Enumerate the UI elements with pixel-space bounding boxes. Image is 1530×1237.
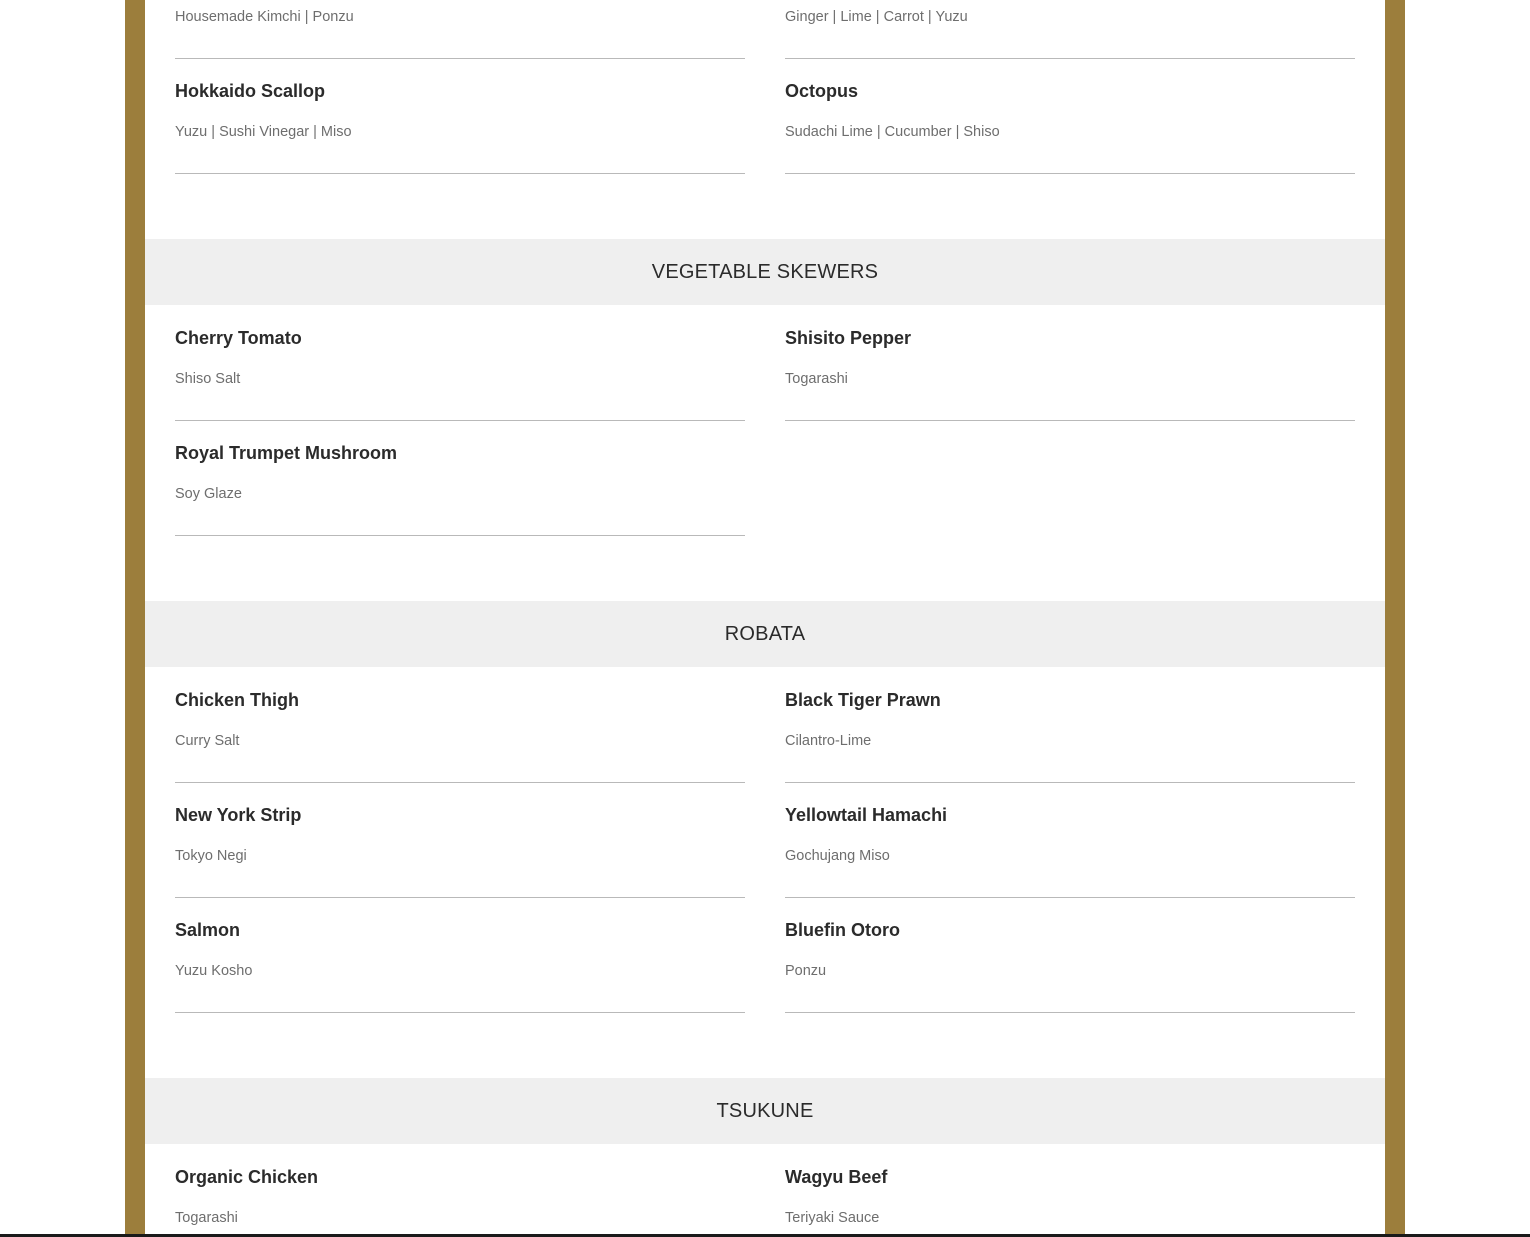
menu-item-description: Togarashi: [785, 371, 848, 387]
menu-item-name: Octopus: [785, 81, 859, 101]
menu-content: [145, 0, 1385, 1237]
menu-item-description: Shiso Salt: [175, 371, 241, 387]
menu-item-description: Yuzu Kosho: [175, 963, 253, 979]
menu-item: [175, 1145, 745, 1237]
menu-item-name: Hokkaido Scallop: [175, 81, 326, 101]
menu-item-name: Shisito Pepper: [785, 328, 912, 348]
menu-item-name: Chicken Thigh: [175, 690, 300, 710]
section-header-robata: ROBATA: [145, 601, 1385, 667]
menu-item-name: Organic Chicken: [175, 1167, 319, 1187]
menu-item: [175, 306, 745, 421]
menu-item-description: Housemade Kimchi | Ponzu: [175, 9, 354, 25]
menu-item: [175, 0, 745, 59]
menu-item: [785, 1145, 1355, 1237]
menu-item: [175, 783, 745, 898]
menu-item-description: Soy Glaze: [175, 486, 242, 502]
menu-item-name: Black Tiger Prawn: [785, 690, 941, 710]
menu-item-description: Tokyo Negi: [175, 848, 247, 864]
menu-item-description: Yuzu | Sushi Vinegar | Miso: [175, 124, 352, 140]
menu-item: [175, 668, 745, 783]
section-header-tsukune: TSUKUNE: [145, 1078, 1385, 1144]
menu-item: [175, 898, 745, 1013]
menu-item-description: Ponzu: [785, 963, 827, 979]
menu-item-description: Curry Salt: [175, 733, 240, 749]
menu-item: [785, 898, 1355, 1013]
menu-item: [175, 59, 745, 174]
menu-item-description: Teriyaki Sauce: [785, 1210, 880, 1226]
menu-item: [175, 421, 745, 536]
menu-item: [785, 59, 1355, 174]
menu-item-description: Gochujang Miso: [785, 848, 890, 864]
menu-item: [785, 783, 1355, 898]
menu-item-name: Cherry Tomato: [175, 328, 302, 348]
menu-item-description: Ginger | Lime | Carrot | Yuzu: [785, 9, 968, 25]
menu-item-description: Cilantro-Lime: [785, 733, 872, 749]
menu-item-name: Bluefin Otoro: [785, 920, 900, 940]
menu-item-description: Togarashi: [175, 1210, 238, 1226]
menu-item-name: Yellowtail Hamachi: [785, 805, 948, 825]
menu-item-name: Wagyu Beef: [785, 1167, 888, 1187]
section-header-vegetable-skewers: VEGETABLE SKEWERS: [145, 239, 1385, 305]
menu-item: [785, 668, 1355, 783]
menu-item: [785, 306, 1355, 421]
menu-item-name: New York Strip: [175, 805, 302, 825]
menu-item-description: Sudachi Lime | Cucumber | Shiso: [785, 124, 1000, 140]
menu-item: [785, 0, 1355, 59]
menu-item-name: Royal Trumpet Mushroom: [175, 443, 398, 463]
menu-item-name: Salmon: [175, 920, 241, 940]
